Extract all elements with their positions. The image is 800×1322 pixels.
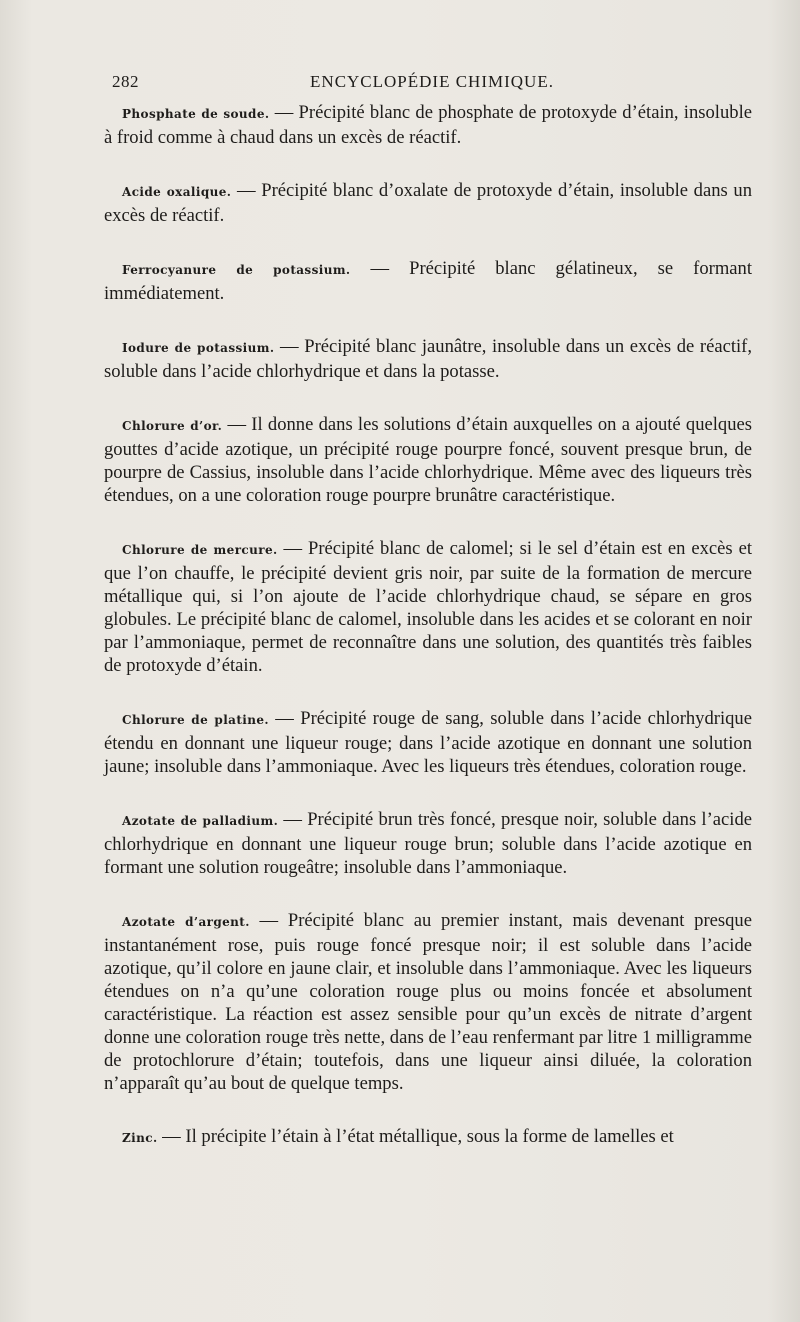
page-number: 282 [112, 72, 139, 91]
entry-zinc [104, 1125, 752, 1150]
page-header [112, 72, 752, 96]
running-title: ENCYCLOPÉDIE CHIMIQUE. [310, 72, 554, 91]
entry-term: Azotate d’argent. [122, 915, 250, 929]
entry-text: — Précipité brun très foncé, presque noir, soluble dans l’acide chlorhydrique en donnant une liqueur rouge brun; soluble dans l’acide azotique en formant une solution rougeâtre; insoluble dans l’ammoniaque. [104, 809, 752, 878]
entry-chlorure-de-platine [104, 707, 752, 778]
page-body [104, 101, 752, 1150]
entry-term: Chlorure de platine. [122, 713, 269, 727]
entry-text: — Précipité blanc de phosphate de protoxyde d’étain, insoluble à froid comme à chaud dans un excès de réactif. [104, 102, 752, 148]
entry-acide-oxalique [104, 179, 752, 227]
entry-azotate-de-palladium [104, 808, 752, 879]
entry-text: — Il précipite l’étain à l’état métallique, sous la forme de lamelles et [157, 1126, 674, 1147]
entry-term: Azotate de palladium. [122, 814, 279, 828]
entry-chlorure-de-mercure [104, 537, 752, 677]
entry-term: Phosphate de soude. [122, 107, 270, 121]
entry-term: Acide oxalique. [122, 185, 232, 199]
entry-term: Chlorure de mercure. [122, 543, 278, 557]
entry-phosphate-de-soude [104, 101, 752, 149]
entry-chlorure-d-or [104, 413, 752, 507]
entry-text: — Précipité rouge de sang, soluble dans l’acide chlorhydrique étendu en donnant une liqueur rouge; dans l’acide azotique en donnant une solution jaune; insoluble dans l’ammoniaque. Avec les liqueurs très étendues, coloration rouge. [104, 708, 752, 777]
entry-term: Zinc. [122, 1131, 158, 1145]
entry-term: Ferrocyanure de potassium. [122, 263, 351, 277]
entry-text: — Précipité blanc jaunâtre, insoluble dans un excès de réactif, soluble dans l’acide chlorhydrique et dans la potasse. [104, 336, 752, 382]
entry-text: — Précipité blanc au premier instant, mais devenant presque instantanément rose, puis rouge foncé presque noir; il est soluble dans l’acide azotique, qu’il colore en jaune clair, et insoluble dans l’ammoniaque. Avec les liqueurs étendues on n’a qu’une coloration rouge plus ou moins foncée et absolument caractéristique. La réaction est assez sensible pour qu’un excès de nitrate d’argent donne une coloration rouge très nette, dans de l’eau renfermant par litre 1 milligramme de protochlorure d’étain; toutefois, dans une liqueur ainsi diluée, la coloration n’apparaît qu’au bout de quelque temps. [104, 910, 752, 1094]
entry-term: Iodure de potassium. [122, 341, 275, 355]
entry-iodure-de-potassium [104, 335, 752, 383]
entry-text: — Précipité blanc de calomel; si le sel d’étain est en excès et que l’on chauffe, le précipité devient gris noir, par suite de la formation de mercure métallique qui, si l’on ajoute de l’acide chlorhydrique chaud, se sépare en gros globules. Le précipité blanc de calomel, insoluble dans les acides et se colorant en noir par l’ammoniaque, permet de reconnaître dans une solution, des quantités très faibles de protoxyde d’étain. [104, 538, 752, 676]
entry-text: — Précipité blanc d’oxalate de protoxyde d’étain, insoluble dans un excès de réactif. [104, 180, 752, 226]
entry-text: — Précipité blanc gélatineux, se formant immédiatement. [104, 258, 752, 304]
entry-ferrocyanure-de-potassium [104, 257, 752, 305]
entry-azotate-d-argent [104, 909, 752, 1095]
entry-term: Chlorure d’or. [122, 419, 223, 433]
entry-text: — Il donne dans les solutions d’étain auxquelles on a ajouté quelques gouttes d’acide azotique, un précipité rouge pourpre foncé, souvent presque brun, de pourpre de Cassius, insoluble dans l’acide chlorhydrique. Même avec des liqueurs très étendues, on a une coloration rouge pourpre brunâtre caractéristique. [104, 414, 753, 506]
